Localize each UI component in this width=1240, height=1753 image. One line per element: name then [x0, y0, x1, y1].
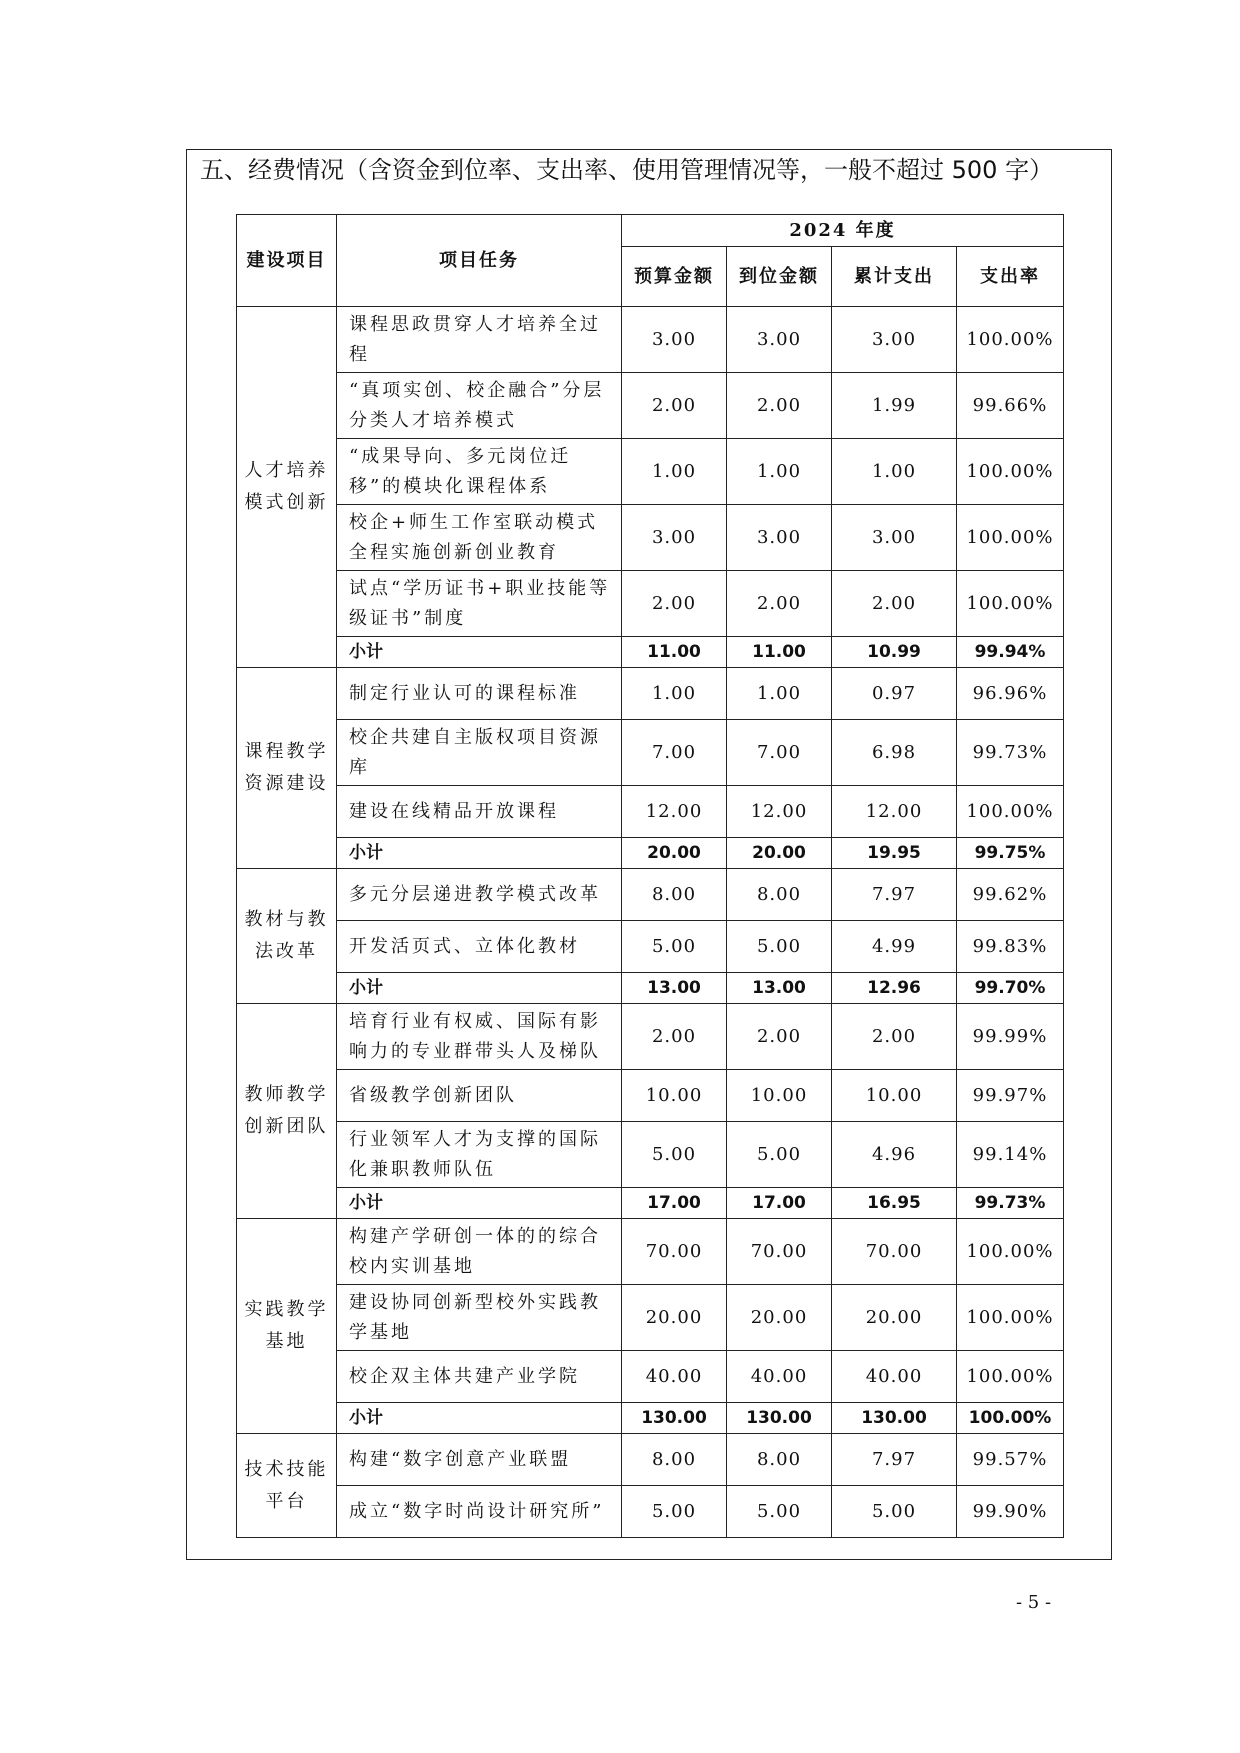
header-budget: 预算金额 — [622, 247, 727, 307]
rate-cell: 99.62% — [957, 869, 1064, 921]
received-cell: 2.00 — [727, 1004, 832, 1070]
task-cell: 校企共建自主版权项目资源库 — [337, 720, 622, 786]
rate-cell: 100.00% — [957, 505, 1064, 571]
section-title: 五、经费情况（含资金到位率、支出率、使用管理情况等，一般不超过 500 字） — [200, 156, 1054, 184]
rate-cell: 100.00% — [957, 439, 1064, 505]
received-cell: 8.00 — [727, 869, 832, 921]
spent-cell: 1.00 — [832, 439, 957, 505]
task-cell: 行业领军人才为支撑的国际化兼职教师队伍 — [337, 1122, 622, 1188]
spent-cell: 20.00 — [832, 1285, 957, 1351]
subtotal-rate: 99.70% — [957, 973, 1064, 1004]
header-rate: 支出率 — [957, 247, 1064, 307]
budget-cell: 1.00 — [622, 439, 727, 505]
spent-cell: 2.00 — [832, 571, 957, 637]
rate-cell: 99.73% — [957, 720, 1064, 786]
table-row — [237, 668, 1064, 720]
task-cell: 构建“数字创意产业联盟 — [337, 1434, 622, 1486]
spent-cell: 10.00 — [832, 1070, 957, 1122]
task-cell: “真项实创、校企融合”分层分类人才培养模式 — [337, 373, 622, 439]
rate-cell: 100.00% — [957, 1285, 1064, 1351]
rate-cell: 100.00% — [957, 571, 1064, 637]
budget-cell: 10.00 — [622, 1070, 727, 1122]
spent-cell: 1.99 — [832, 373, 957, 439]
table-row — [237, 720, 1064, 786]
rate-cell: 99.97% — [957, 1070, 1064, 1122]
received-cell: 5.00 — [727, 1486, 832, 1538]
received-cell: 3.00 — [727, 307, 832, 373]
table-row — [237, 921, 1064, 973]
subtotal-received: 130.00 — [727, 1403, 832, 1434]
table-row — [237, 1122, 1064, 1188]
subtotal-label: 小计 — [337, 1403, 622, 1434]
subtotal-received: 13.00 — [727, 973, 832, 1004]
spent-cell: 0.97 — [832, 668, 957, 720]
budget-table — [236, 214, 1064, 1538]
table-row — [237, 1434, 1064, 1486]
received-cell: 12.00 — [727, 786, 832, 838]
subtotal-row — [237, 1188, 1064, 1219]
received-cell: 2.00 — [727, 373, 832, 439]
subtotal-received: 20.00 — [727, 838, 832, 869]
subtotal-rate: 99.73% — [957, 1188, 1064, 1219]
header-received: 到位金额 — [727, 247, 832, 307]
task-cell: 制定行业认可的课程标准 — [337, 668, 622, 720]
subtotal-received: 17.00 — [727, 1188, 832, 1219]
header-task: 项目任务 — [337, 215, 622, 307]
rate-cell: 99.99% — [957, 1004, 1064, 1070]
spent-cell: 3.00 — [832, 307, 957, 373]
group-name: 实践教学基地 — [237, 1219, 337, 1434]
budget-cell: 3.00 — [622, 307, 727, 373]
table-body — [237, 307, 1064, 1538]
table-row — [237, 1070, 1064, 1122]
table-row — [237, 1486, 1064, 1538]
table-row — [237, 1351, 1064, 1403]
subtotal-spent: 16.95 — [832, 1188, 957, 1219]
spent-cell: 7.97 — [832, 869, 957, 921]
spent-cell: 4.96 — [832, 1122, 957, 1188]
subtotal-row — [237, 637, 1064, 668]
table-row — [237, 307, 1064, 373]
budget-cell: 2.00 — [622, 1004, 727, 1070]
table-row — [237, 505, 1064, 571]
rate-cell: 100.00% — [957, 1351, 1064, 1403]
subtotal-budget: 13.00 — [622, 973, 727, 1004]
received-cell: 8.00 — [727, 1434, 832, 1486]
subtotal-spent: 130.00 — [832, 1403, 957, 1434]
header-project: 建设项目 — [237, 215, 337, 307]
table-row — [237, 1219, 1064, 1285]
task-cell: 课程思政贯穿人才培养全过程 — [337, 307, 622, 373]
task-cell: 省级教学创新团队 — [337, 1070, 622, 1122]
table-row — [237, 869, 1064, 921]
rate-cell: 100.00% — [957, 1219, 1064, 1285]
group-name: 人才培养模式创新 — [237, 307, 337, 668]
table-row — [237, 373, 1064, 439]
budget-cell: 1.00 — [622, 668, 727, 720]
spent-cell: 4.99 — [832, 921, 957, 973]
spent-cell: 2.00 — [832, 1004, 957, 1070]
subtotal-spent: 10.99 — [832, 637, 957, 668]
rate-cell: 100.00% — [957, 307, 1064, 373]
budget-cell: 7.00 — [622, 720, 727, 786]
task-cell: 培育行业有权威、国际有影响力的专业群带头人及梯队 — [337, 1004, 622, 1070]
header-year: 2024 年度 — [622, 215, 1064, 247]
budget-cell: 70.00 — [622, 1219, 727, 1285]
subtotal-budget: 11.00 — [622, 637, 727, 668]
task-cell: “成果导向、多元岗位迁移”的模块化课程体系 — [337, 439, 622, 505]
table-row — [237, 571, 1064, 637]
rate-cell: 96.96% — [957, 668, 1064, 720]
spent-cell: 5.00 — [832, 1486, 957, 1538]
group-name: 技术技能平台 — [237, 1434, 337, 1538]
rate-cell: 99.14% — [957, 1122, 1064, 1188]
task-cell: 构建产学研创一体的的综合校内实训基地 — [337, 1219, 622, 1285]
received-cell: 7.00 — [727, 720, 832, 786]
subtotal-rate: 99.94% — [957, 637, 1064, 668]
group-name: 课程教学资源建设 — [237, 668, 337, 869]
spent-cell: 6.98 — [832, 720, 957, 786]
budget-cell: 5.00 — [622, 1486, 727, 1538]
task-cell: 开发活页式、立体化教材 — [337, 921, 622, 973]
received-cell: 10.00 — [727, 1070, 832, 1122]
subtotal-spent: 19.95 — [832, 838, 957, 869]
received-cell: 1.00 — [727, 668, 832, 720]
task-cell: 校企双主体共建产业学院 — [337, 1351, 622, 1403]
rate-cell: 99.83% — [957, 921, 1064, 973]
header-spent: 累计支出 — [832, 247, 957, 307]
budget-cell: 12.00 — [622, 786, 727, 838]
page-number: - 5 - — [1016, 1592, 1052, 1613]
spent-cell: 12.00 — [832, 786, 957, 838]
subtotal-label: 小计 — [337, 973, 622, 1004]
subtotal-label: 小计 — [337, 838, 622, 869]
task-cell: 成立“数字时尚设计研究所” — [337, 1486, 622, 1538]
budget-cell: 40.00 — [622, 1351, 727, 1403]
rate-cell: 99.90% — [957, 1486, 1064, 1538]
group-name: 教材与教法改革 — [237, 869, 337, 1004]
received-cell: 20.00 — [727, 1285, 832, 1351]
subtotal-label: 小计 — [337, 1188, 622, 1219]
table-row — [237, 1004, 1064, 1070]
received-cell: 5.00 — [727, 1122, 832, 1188]
task-cell: 多元分层递进教学模式改革 — [337, 869, 622, 921]
subtotal-budget: 20.00 — [622, 838, 727, 869]
budget-cell: 5.00 — [622, 921, 727, 973]
task-cell: 校企+师生工作室联动模式全程实施创新创业教育 — [337, 505, 622, 571]
task-cell: 试点“学历证书+职业技能等级证书”制度 — [337, 571, 622, 637]
rate-cell: 100.00% — [957, 786, 1064, 838]
subtotal-budget: 130.00 — [622, 1403, 727, 1434]
spent-cell: 3.00 — [832, 505, 957, 571]
received-cell: 1.00 — [727, 439, 832, 505]
rate-cell: 99.57% — [957, 1434, 1064, 1486]
budget-cell: 2.00 — [622, 373, 727, 439]
spent-cell: 7.97 — [832, 1434, 957, 1486]
subtotal-row — [237, 838, 1064, 869]
subtotal-received: 11.00 — [727, 637, 832, 668]
budget-cell: 2.00 — [622, 571, 727, 637]
budget-cell: 8.00 — [622, 1434, 727, 1486]
task-cell: 建设协同创新型校外实践教学基地 — [337, 1285, 622, 1351]
received-cell: 2.00 — [727, 571, 832, 637]
spent-cell: 70.00 — [832, 1219, 957, 1285]
subtotal-label: 小计 — [337, 637, 622, 668]
table-row — [237, 1285, 1064, 1351]
received-cell: 3.00 — [727, 505, 832, 571]
received-cell: 70.00 — [727, 1219, 832, 1285]
budget-cell: 3.00 — [622, 505, 727, 571]
subtotal-row — [237, 973, 1064, 1004]
subtotal-spent: 12.96 — [832, 973, 957, 1004]
subtotal-rate: 100.00% — [957, 1403, 1064, 1434]
subtotal-budget: 17.00 — [622, 1188, 727, 1219]
subtotal-row — [237, 1403, 1064, 1434]
spent-cell: 40.00 — [832, 1351, 957, 1403]
table-row — [237, 786, 1064, 838]
subtotal-rate: 99.75% — [957, 838, 1064, 869]
table-row — [237, 439, 1064, 505]
budget-cell: 20.00 — [622, 1285, 727, 1351]
received-cell: 5.00 — [727, 921, 832, 973]
task-cell: 建设在线精品开放课程 — [337, 786, 622, 838]
rate-cell: 99.66% — [957, 373, 1064, 439]
received-cell: 40.00 — [727, 1351, 832, 1403]
budget-cell: 5.00 — [622, 1122, 727, 1188]
group-name: 教师教学创新团队 — [237, 1004, 337, 1219]
budget-cell: 8.00 — [622, 869, 727, 921]
